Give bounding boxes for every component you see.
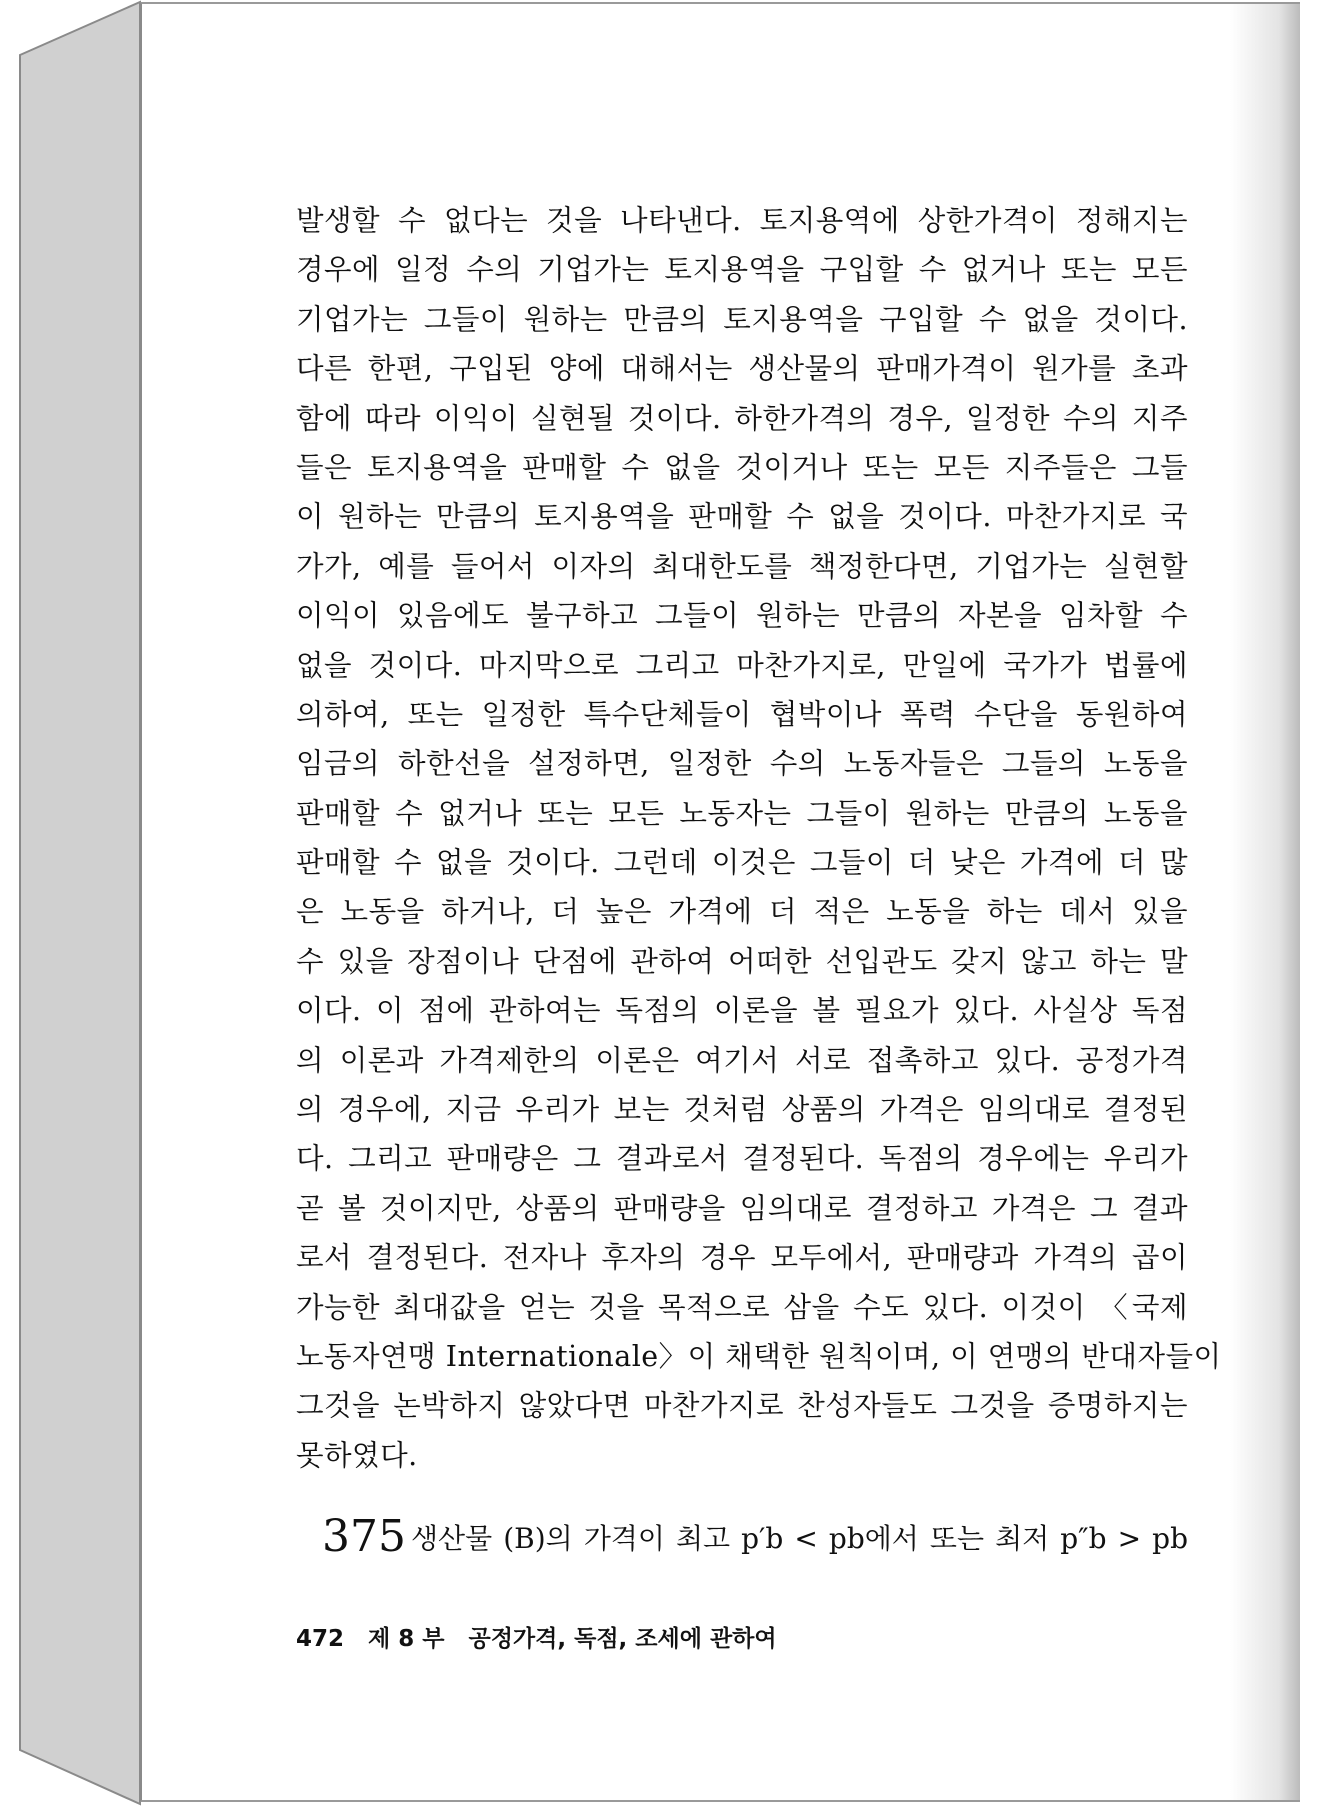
page-number: 472 bbox=[296, 1626, 345, 1652]
text-line: 의하여, 또는 일정한 특수단체들이 협박이나 폭력 수단을 동원하여 bbox=[296, 697, 1188, 731]
text-line: 가가, 예를 들어서 이자의 최대한도를 책정한다면, 기업가는 실현할 bbox=[296, 549, 1188, 583]
text-line: 그것을 논박하지 않았다면 마찬가지로 찬성자들도 그것을 증명하지는 bbox=[296, 1389, 1188, 1423]
text-line: 경우에 일정 수의 기업가는 토지용역을 구입할 수 없거나 또는 모든 bbox=[296, 253, 1188, 287]
footnote bbox=[322, 1509, 1188, 1565]
text-line: 기업가는 그들이 원하는 만큼의 토지용역을 구입할 수 없을 것이다. bbox=[296, 302, 1188, 336]
part-label: 제 8 부 bbox=[368, 1626, 445, 1652]
text-line: 로서 결정된다. 전자나 후자의 경우 모두에서, 판매량과 가격의 곱이 bbox=[296, 1241, 1188, 1275]
text-line: 수 있을 장점이나 단점에 관하여 어떠한 선입관도 갖지 않고 하는 말 bbox=[296, 944, 1188, 978]
text-line: 곧 볼 것이지만, 상품의 판매량을 임의대로 결정하고 가격은 그 결과 bbox=[296, 1191, 1188, 1225]
body-text bbox=[296, 196, 1222, 1480]
chapter-title: 공정가격, 독점, 조세에 관하여 bbox=[468, 1626, 777, 1652]
text-line: 함에 따라 이익이 실현될 것이다. 하한가격의 경우, 일정한 수의 지주 bbox=[296, 401, 1188, 435]
footnote-number: 375 bbox=[322, 1511, 406, 1562]
footnote-text: 생산물 (B)의 가격이 최고 p′b < pb에서 또는 최저 p″b > pb bbox=[411, 1522, 1188, 1555]
text-line: 들은 토지용역을 판매할 수 없을 것이거나 또는 모든 지주들은 그들 bbox=[296, 450, 1188, 484]
page-edge-shadow bbox=[1230, 4, 1300, 1800]
text-line: 이익이 있음에도 불구하고 그들이 원하는 만큼의 자본을 임차할 수 bbox=[296, 599, 1188, 633]
text-line: 다. 그리고 판매량은 그 결과로서 결정된다. 독점의 경우에는 우리가 bbox=[296, 1142, 1188, 1176]
text-line: 판매할 수 없거나 또는 모든 노동자는 그들이 원하는 만큼의 노동을 bbox=[296, 796, 1188, 830]
text-line: 없을 것이다. 마지막으로 그리고 마찬가지로, 만일에 국가가 법률에 bbox=[296, 648, 1188, 682]
text-line: 발생할 수 없다는 것을 나타낸다. 토지용역에 상한가격이 정해지는 bbox=[296, 204, 1188, 237]
text-line: 다른 한편, 구입된 양에 대해서는 생산물의 판매가격이 원가를 초과 bbox=[296, 352, 1188, 386]
text-line: 이다. 이 점에 관하여는 독점의 이론을 볼 필요가 있다. 사실상 독점 bbox=[296, 994, 1188, 1028]
text-line: 판매할 수 없을 것이다. 그런데 이것은 그들이 더 낮은 가격에 더 많 bbox=[296, 846, 1188, 880]
text-line: 의 이론과 가격제한의 이론은 여기서 서로 접촉하고 있다. 공정가격 bbox=[296, 1043, 1188, 1077]
text-line: 노동자연맹 Internationale〉이 채택한 원칙이며, 이 연맹의 반대자들이 bbox=[296, 1339, 1222, 1373]
text-line: 임금의 하한선을 설정하면, 일정한 수의 노동자들은 그들의 노동을 bbox=[296, 747, 1188, 781]
running-footer bbox=[296, 1624, 777, 1654]
text-line: 의 경우에, 지금 우리가 보는 것처럼 상품의 가격은 임의대로 결정된 bbox=[296, 1093, 1188, 1127]
text-line: 가능한 최대값을 얻는 것을 목적으로 삼을 수도 있다. 이것이 〈국제 bbox=[296, 1290, 1188, 1324]
text-line: 이 원하는 만큼의 토지용역을 판매할 수 없을 것이다. 마찬가지로 국 bbox=[296, 500, 1188, 534]
text-line: 못하였다. bbox=[296, 1438, 418, 1472]
text-line: 은 노동을 하거나, 더 높은 가격에 더 적은 노동을 하는 데서 있을 bbox=[296, 895, 1188, 929]
